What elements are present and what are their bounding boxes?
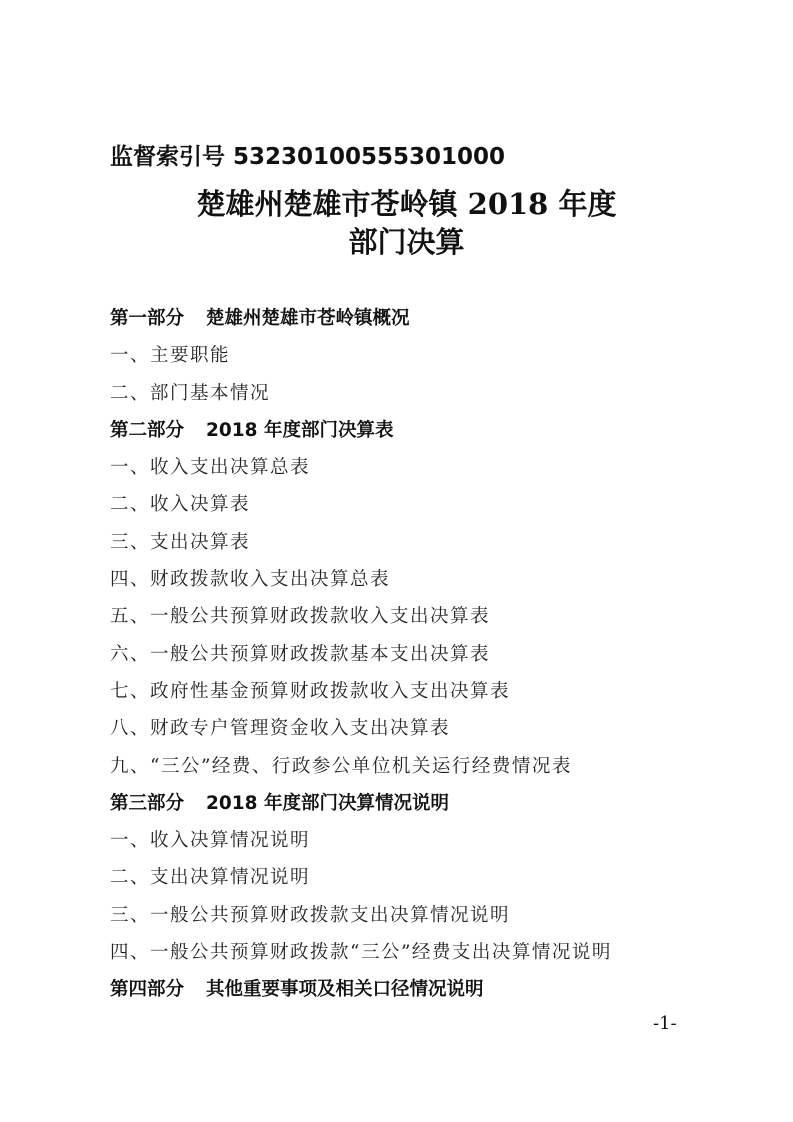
page-number: -1-	[653, 1013, 677, 1034]
toc-item: 二、支出决算情况说明	[110, 867, 311, 889]
toc-item: 二、部门基本情况	[110, 382, 271, 404]
toc-item: 六、一般公共预算财政拨款基本支出决算表	[110, 643, 491, 665]
part-label: 第二部分	[110, 419, 185, 441]
toc-item: 三、支出决算表	[110, 531, 251, 553]
toc-item: 九、“三公”经费、行政参公单位机关运行经费情况表	[110, 755, 572, 777]
toc-item: 七、政府性基金预算财政拨款收入支出决算表	[110, 680, 511, 702]
document-title-line-2: 部门决算	[348, 225, 465, 259]
part-label: 第一部分	[110, 308, 185, 329]
toc-item: 一、主要职能	[110, 345, 231, 367]
toc-part-3	[110, 785, 710, 822]
part-title: 其他重要事项及相关口径情况说明	[206, 979, 484, 1001]
document-title-line-1: 楚雄州楚雄市苍岭镇 2018 年度	[196, 187, 617, 221]
toc-item: 四、财政拨款收入支出决算总表	[110, 569, 391, 591]
toc-item: 八、财政专户管理资金收入支出决算表	[110, 718, 451, 740]
toc-item: 一、收入决算情况说明	[110, 830, 311, 852]
part-title: 楚雄州楚雄市苍岭镇概况	[206, 308, 410, 329]
toc-item: 五、一般公共预算财政拨款收入支出决算表	[110, 606, 491, 628]
toc-item: 三、一般公共预算财政拨款支出决算情况说明	[110, 904, 511, 926]
part-label: 第四部分	[110, 979, 185, 1001]
supervision-index-number: 监督索引号 53230100555301000	[110, 144, 506, 170]
toc-item: 四、一般公共预算财政拨款“三公”经费支出决算情况说明	[110, 942, 612, 964]
toc-part-1	[110, 300, 710, 337]
toc-part-2	[110, 412, 710, 449]
part-title: 2018 年度部门决算表	[206, 419, 394, 441]
toc-item: 一、收入支出决算总表	[110, 457, 311, 479]
part-label: 第三部分	[110, 792, 185, 814]
table-of-contents	[110, 300, 710, 1009]
toc-part-4	[110, 971, 710, 1008]
toc-item: 二、收入决算表	[110, 494, 251, 516]
part-title: 2018 年度部门决算情况说明	[206, 792, 449, 814]
